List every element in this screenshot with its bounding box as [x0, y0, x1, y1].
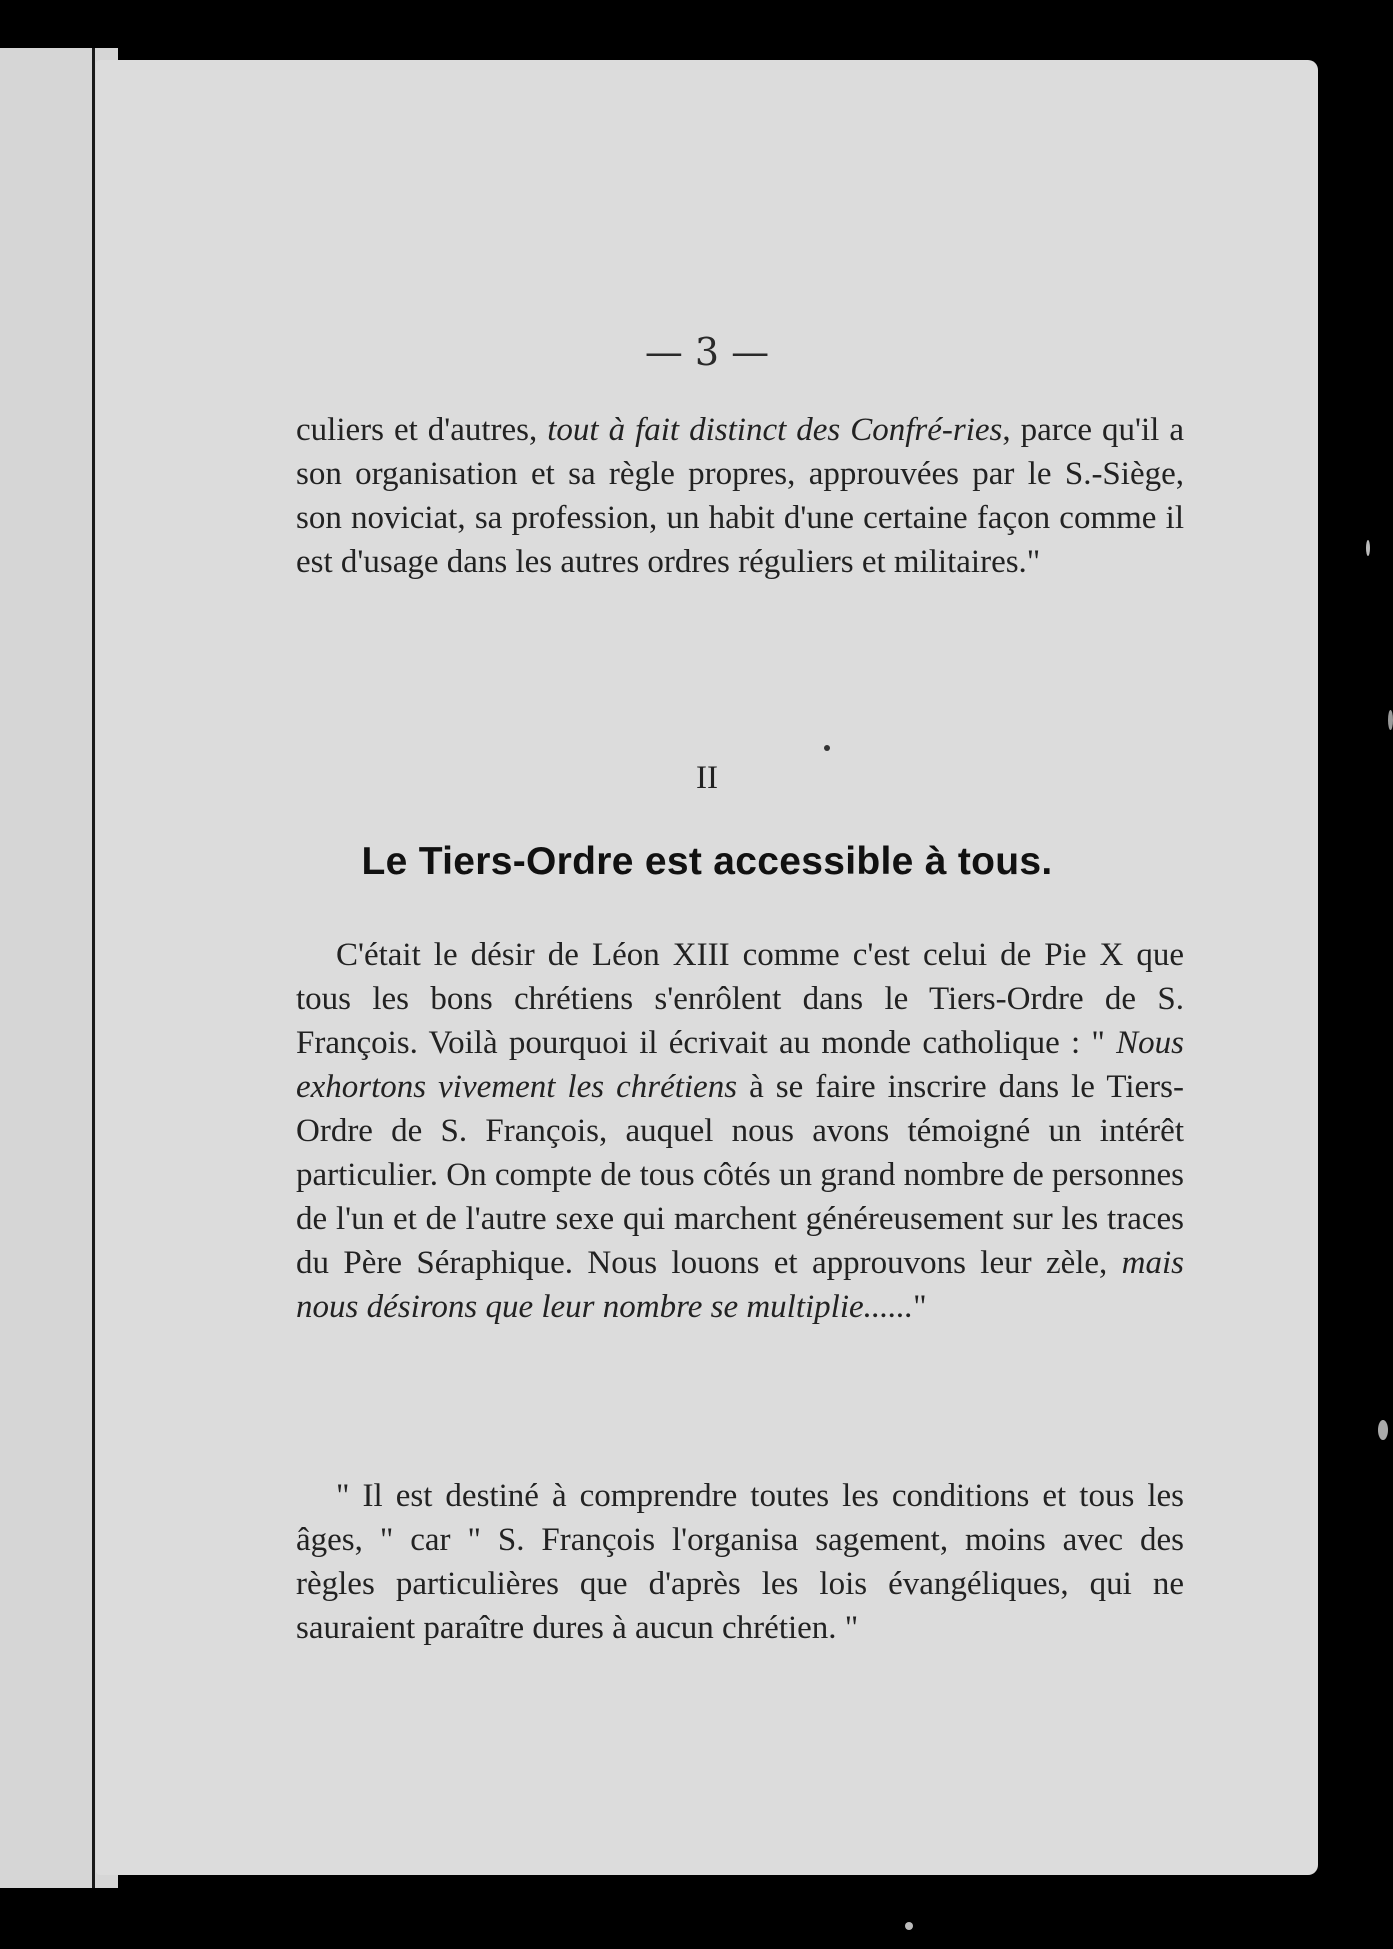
paragraph-2 [296, 933, 1184, 1329]
paragraph-1-text [296, 408, 1184, 584]
scanned-page [96, 60, 1318, 1875]
scan-speck [1366, 540, 1370, 556]
scan-speck [824, 745, 830, 751]
paragraph-2-part-3: à se faire inscrire dans le Tiers-Ordre de S. François, auquel nous avons témoigné un intérêt particulier. On compte de tous côtés un grand nombre de personnes de l'un et de l'autre sexe qui marchent généreusement sur les traces du Père Séraphique. Nous louons et approuvons leur zèle, [296, 1069, 1185, 1281]
paragraph-2-part-1: C'était le désir de Léon XIII comme c'est celui de Pie X que tous les bons chrétiens s'enrôlent dans le Tiers-Ordre de S. François. Voilà pourquoi il écrivait au monde catholique : " [296, 937, 1184, 1061]
section-heading: Le Tiers-Ordre est accessible à tous. [361, 840, 1053, 883]
page-number: — 3 — [644, 330, 770, 374]
paragraph-1-part-3: , parce qu'il a son organisation et sa règle propres, approuvées par le S.-Siège, son noviciat, sa profession, un habit d'une certaine façon comme il est d'usage dans les autres ordres réguliers et militaires." [296, 412, 1184, 580]
section-number: II [696, 760, 718, 796]
scan-speck [1378, 1420, 1388, 1440]
paragraph-1 [296, 408, 1184, 584]
paragraph-2-part-5: " [913, 1289, 927, 1325]
paragraph-2-italic-2: mais nous désirons que leur nombre se multiplie...... [296, 1245, 1184, 1325]
scan-speck [1388, 710, 1393, 730]
paragraph-3-text: " Il est destiné à comprendre toutes les conditions et tous les âges, " car " S. François l'organisa sagement, moins avec des règles particulières que d'après les lois évangéliques, qui ne sauraient paraître dures à aucun chrétien. " [296, 1478, 1184, 1646]
paragraph-2-text [296, 933, 1184, 1329]
paragraph-3 [296, 1474, 1184, 1650]
book-gutter [92, 48, 95, 1888]
scan-speck [905, 1922, 913, 1930]
paragraph-2-italic-1: Nous exhortons vivement les chrétiens [296, 1025, 1184, 1105]
paragraph-1-part-1: culiers et d'autres, [296, 412, 548, 448]
paragraph-1-italic: tout à fait distinct des Confré-ries [547, 412, 1003, 448]
